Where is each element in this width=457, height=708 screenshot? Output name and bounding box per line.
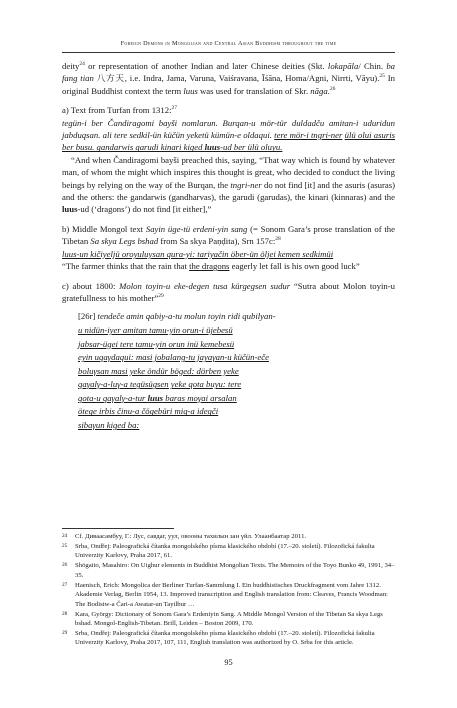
- footnote: 24 Cf. Дивааcамбуу, Г.: Лус, савдаг, уул, овооны тахилын зан үйл. Улаанбаатар 2011.: [62, 533, 307, 540]
- footnote: 25 Srba, Ondřej: Paleografická čítanka mongolského písma klasického období (17.–20. století). Filozofická fakulta Univerzity Karlovy, Praha 2017, 61.: [62, 543, 375, 560]
- quote-line: sibaγun kiged ba:: [78, 420, 140, 431]
- quote-line: qaγalγ-a-luγ-a tegüsügsen yeke qota buyu: tere: [78, 379, 242, 390]
- section-b-english: “The farmer thinks that the rain that the dragons eagerly let fall is his own good luck”: [62, 261, 360, 272]
- section-a-english: “And when Čandiragomi bayši preached this, saying, “That way which is found by whatever man, of whom the might which inspires this thought is great, who decided to conduct the living beings by relying on the way of the Burqan, the tngri-ner do not find [it] and the asuris (asuras) and the others: the gandarwis (gandharvas), the garudi (garudas), the kinari (kinnaras) and the luus-ud (‘dragons’) do not find [it either],”: [62, 154, 395, 215]
- quote-line: [26r] tendeče amin qabiy-a-tu molun toyin ridi qubilyan-: [78, 311, 276, 322]
- section-c-heading: c) about 1800: Molon toyin-u eke-degen tusa kürgegsen sudur “Sutra about Molon toyin-u gratefullness to his mother”$^{29}$: [62, 280, 395, 303]
- footnotes: [62, 532, 395, 648]
- section-b-heading: b) Middle Mongol text Sayin üge-tü erdeni-yin sang (= Sonom Gara’s prose translation of the Tibetan Sa skya Legs bshad from Sa skya Paṇḍita), Srn 157c:$^{28}$: [62, 223, 395, 247]
- quote-line: boluγsan masi yeke öndür böged: dörben yeke: [78, 365, 239, 376]
- quote-line: u nidün-iyer amitan tamu-yin orun-i üjebesü: [78, 324, 233, 335]
- footnote: 26 Shōgaito, Masahiro: On Uighur elements in Buddhist Mongolian Texts. The Memoirs of the Toyo Bunko 49, 1991, 34–35.: [62, 562, 395, 579]
- footnote: 29 Srba, Ondřej: Paleografická čítanka mongolského písma klasického období (17.–20. století). Filozofická fakulta Univerzity Karlovy, Praha 2017, 107, 111, English translation was authorized by O. Srba for this article.: [62, 630, 375, 647]
- header-rule: [62, 52, 395, 53]
- section-a-mongol: tegün-i ber Čandiragomi bayši nomlarun. Burqan-u mör-tür duldadču amitan-i uduridun jabduqsan. ali tere sedkil-ün küčün yeketü kümün-e oldaqui. tere mör-i tngri-ner ülü olui asuris ber busu. gandarwis garudi kinari kiged luus-ud ber ülü oluyu.: [62, 117, 396, 153]
- section-c-quote: [78, 310, 395, 432]
- page-number: 95: [224, 658, 233, 667]
- paragraph-deity: deity$^{24}$ or representation of another Indian and later Chinese deities (Skt. lokapāla/ Chin. ba fang tian 八方天, i.e. Indra, Jama, Varuna, Vaiśravana, Īśāna, Homa/Agni, Nirrti, Vāyu).$^{25}$ In original Buddhist context the term luus was used for translation of Skr. nāga.$^{26}$: [62, 61, 395, 96]
- quote-line: eyin uqaγdaqui: masi jobalang-tu jayaγan-u küčün-eče: [78, 352, 269, 363]
- main-text: [62, 60, 395, 433]
- section-b-mongol: luus-un kičiyeljü oroyuluysan qura-yi: tariyačin öber-ün öljei kemen sedkimüi: [62, 248, 334, 259]
- footnote-rule: [62, 528, 174, 529]
- section-a-heading: a) Text from Turfan from 1312:$^{27}$: [62, 105, 177, 116]
- quote-line: ötege irbis činu-a čögebüri miq-a idegči: [78, 406, 219, 417]
- quote-line: qota-u qaγalγ-a-tur luus baras moγai arsalan: [78, 392, 237, 403]
- running-header: Foreign Demons in Mongolian and Central Asian Buddhism throughout the time: [120, 40, 337, 47]
- quote-line: jabsar-ügei tere tamu-yin orun inü kemebesü: [78, 338, 235, 349]
- footnote: 28 Kara, György: Dictionary of Sonom Gara’s Erdeniyin Sang. A Middle Mongol Version of the Tibetan Sa skya Legs bshad. Mongol-English-Tibetan. Brill, Leiden – Boston 2009, 170.: [62, 610, 383, 628]
- footnote: 27 Haenisch, Erich: Mongolica der Berliner Turfan-Sammlung I. Ein buddhistisches Druckfragment vom Jahre 1312. Akademie Verlag, Berlin 1954, 13. Improved transcription and English translation from: Cleaves, Francis Woodman: The Bodistw-a Čari-a Awatar-un Tayilbur …: [62, 581, 388, 608]
